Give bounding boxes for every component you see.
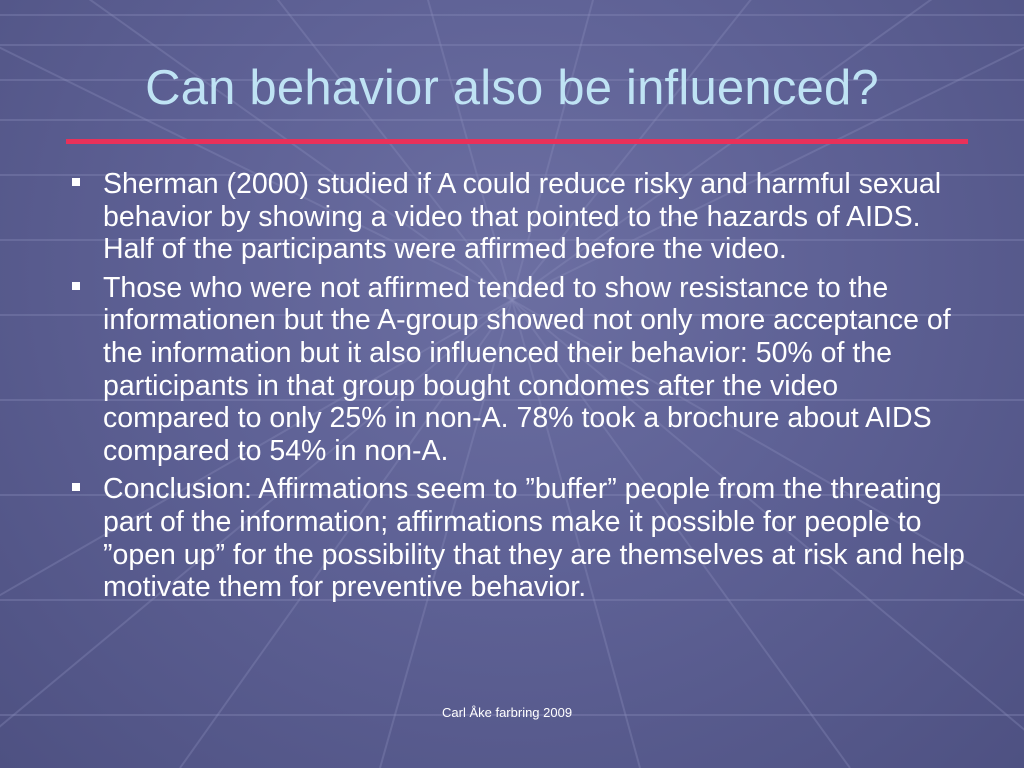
- bullet-text: Sherman (2000) studied if A could reduce risky and harmful sexual behavior by showing a video that pointed to the hazards of AIDS. Half of the participants were affirmed before the video.: [103, 168, 942, 266]
- bullet-item: [70, 168, 970, 266]
- square-bullet-icon: [72, 178, 80, 186]
- bullet-text: Conclusion: Affirmations seem to ”buffer” people from the threating part of the information; affirmations make it possible for people to ”open up” for the possibility that they are themselves at risk and help motivate them for preventive behavior.: [103, 473, 965, 604]
- bullet-list: [70, 168, 970, 610]
- bullet-item: [70, 473, 970, 603]
- square-bullet-icon: [72, 483, 80, 491]
- title-divider: [66, 139, 968, 144]
- slide-footer: Carl Åke farbring 2009: [442, 705, 573, 720]
- square-bullet-icon: [72, 282, 80, 290]
- bullet-text: Those who were not affirmed tended to show resistance to the informationen but the A-group showed not only more acceptance of the information but it also influenced their behavior: 50% of the participants in that group bought condomes after the video compared to only 25% in non-A. 78% took a brochure about AIDS compared to 54% in non-A.: [103, 271, 951, 467]
- slide-title: Can behavior also be influenced?: [145, 61, 879, 115]
- bullet-item: [70, 272, 970, 468]
